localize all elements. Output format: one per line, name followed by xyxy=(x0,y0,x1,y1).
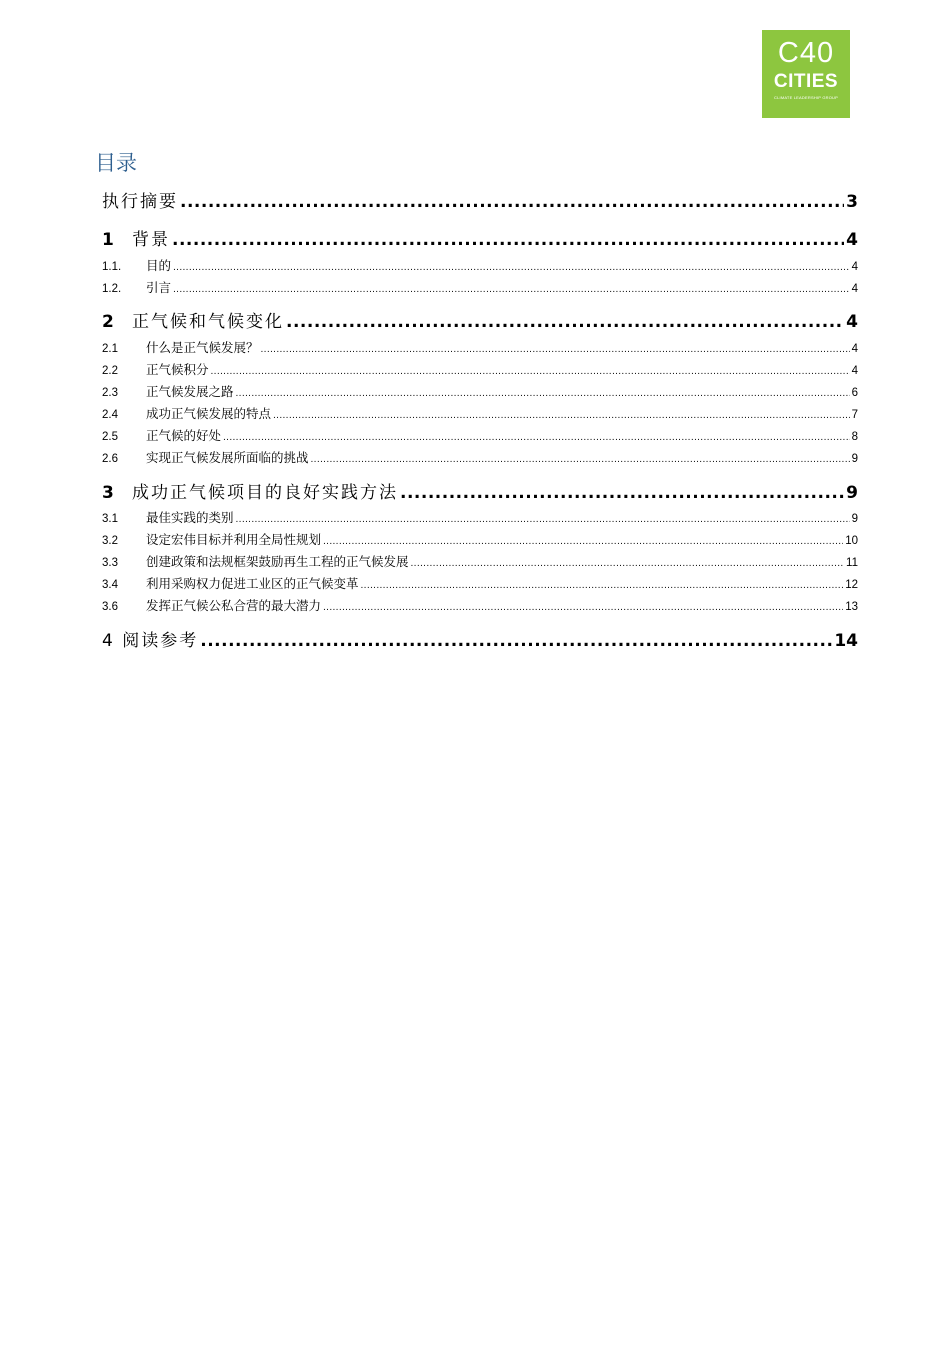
toc-subentry[interactable] xyxy=(102,553,858,571)
toc-entry-page: 4 xyxy=(846,230,858,250)
toc-subentry[interactable] xyxy=(102,339,858,357)
toc-entry-page: 4 xyxy=(851,343,858,355)
toc-leader-dots xyxy=(311,451,850,469)
toc-leader-dots xyxy=(323,599,843,617)
toc-entry-page: 9 xyxy=(846,483,858,503)
toc-subentry[interactable] xyxy=(102,531,858,549)
toc-entry-number: 1.2. xyxy=(102,283,122,295)
toc-entry-number: 2.5 xyxy=(102,431,118,443)
toc-subentry[interactable] xyxy=(102,575,858,593)
toc-leader-dots xyxy=(180,190,844,214)
toc-entry-page: 8 xyxy=(851,431,858,443)
toc-entry-title: 正气候积分 xyxy=(146,362,209,377)
toc-leader-dots xyxy=(172,228,844,252)
toc-entry-number: 3.4 xyxy=(102,579,118,591)
toc-entry-number: 2.2 xyxy=(102,365,118,377)
logo-tagline: CLIMATE LEADERSHIP GROUP xyxy=(774,95,838,100)
toc-entry-title: 执行摘要 xyxy=(102,192,178,212)
toc-subentry[interactable] xyxy=(102,427,858,445)
toc-entry-page: 7 xyxy=(851,409,858,421)
toc-entry-title: 发挥正气候公私合营的最大潜力 xyxy=(146,598,322,613)
toc-entry-title: 成功正气候发展的特点 xyxy=(146,406,272,421)
toc-entry-title: 引言 xyxy=(146,280,172,295)
toc-entry-number: 2 xyxy=(102,312,114,332)
toc-entry-page: 3 xyxy=(846,192,858,212)
toc-leader-dots xyxy=(261,341,850,359)
toc-entry-number: 3.2 xyxy=(102,535,118,547)
toc-entry-number: 1 xyxy=(102,230,114,250)
toc-leader-dots xyxy=(236,385,850,403)
toc-leader-dots xyxy=(200,629,832,653)
toc-entry-title: 利用采购权力促进工业区的正气候变革 xyxy=(146,576,359,591)
toc-entry-number: 1.1. xyxy=(102,261,122,273)
toc-entry-title: 正气候的好处 xyxy=(146,428,222,443)
toc-leader-dots xyxy=(173,281,850,299)
toc-subentry[interactable] xyxy=(102,509,858,527)
toc-subentry[interactable] xyxy=(102,449,858,467)
toc-entry-page: 6 xyxy=(851,387,858,399)
toc-leader-dots xyxy=(323,533,843,551)
toc-title: 目录 xyxy=(95,151,137,175)
toc-subentry[interactable] xyxy=(102,405,858,423)
toc-entry-number: 2.3 xyxy=(102,387,118,399)
toc-leader-dots xyxy=(273,407,850,425)
toc-entry[interactable] xyxy=(102,310,858,334)
toc-entry-number: 3.6 xyxy=(102,601,118,613)
toc-entry-title: 背景 xyxy=(132,230,170,250)
toc-entry-title: 目的 xyxy=(146,258,172,273)
toc-leader-dots xyxy=(400,481,844,505)
toc-entry-title: 正气候发展之路 xyxy=(146,384,234,399)
toc-entry-number: 2.1 xyxy=(102,343,118,355)
toc-entry[interactable] xyxy=(102,190,858,214)
logo-c40-text: C40 xyxy=(777,37,835,69)
toc-entry[interactable] xyxy=(102,629,858,653)
toc-entry-title: 创建政策和法规框架鼓励再生工程的正气候发展 xyxy=(146,554,409,569)
toc-leader-dots xyxy=(411,555,845,573)
toc-entry-number: 2.6 xyxy=(102,453,118,465)
toc-entry-page: 9 xyxy=(851,513,858,525)
toc-entry-number: 2.4 xyxy=(102,409,118,421)
toc-entry-page: 9 xyxy=(851,453,858,465)
toc-entry-page: 14 xyxy=(834,631,858,651)
toc-entry-number: 3.1 xyxy=(102,513,118,525)
toc-entry-page: 12 xyxy=(845,579,858,591)
toc-entry-title: 设定宏伟目标并利用全局性规划 xyxy=(146,532,322,547)
toc-leader-dots xyxy=(223,429,850,447)
toc-subentry[interactable] xyxy=(102,597,858,615)
toc-entry[interactable] xyxy=(102,481,858,505)
toc-subentry[interactable] xyxy=(102,279,858,297)
toc-leader-dots xyxy=(211,363,850,381)
toc-entry-number: 3 xyxy=(102,483,114,503)
toc-entry[interactable] xyxy=(102,228,858,252)
toc-entry-title: 成功正气候项目的良好实践方法 xyxy=(132,483,398,503)
toc-entry-page: 4 xyxy=(846,312,858,332)
toc-subentry[interactable] xyxy=(102,361,858,379)
toc-entry-page: 11 xyxy=(846,557,858,569)
toc-entry-title: 最佳实践的类别 xyxy=(146,510,234,525)
toc-entry-number: 3.3 xyxy=(102,557,118,569)
toc-entry-page: 4 xyxy=(851,261,858,273)
toc-leader-dots xyxy=(361,577,844,595)
toc-leader-dots xyxy=(236,511,850,529)
toc-subentry[interactable] xyxy=(102,257,858,275)
toc-subentry[interactable] xyxy=(102,383,858,401)
toc-entry-page: 13 xyxy=(845,601,858,613)
toc-leader-dots xyxy=(286,310,844,334)
logo-cities-text: CITIES xyxy=(773,71,839,92)
toc-entry-page: 4 xyxy=(851,283,858,295)
c40-cities-logo xyxy=(762,30,850,118)
toc-entry-page: 10 xyxy=(845,535,858,547)
toc-leader-dots xyxy=(173,259,850,277)
toc-entry-page: 4 xyxy=(851,365,858,377)
toc-entry-title: 实现正气候发展所面临的挑战 xyxy=(146,450,309,465)
toc-entry-title: 什么是正气候发展？ xyxy=(146,340,259,355)
toc-entry-title: 正气候和气候变化 xyxy=(132,312,284,332)
toc-entry-title: 4 阅读参考 xyxy=(102,631,199,651)
